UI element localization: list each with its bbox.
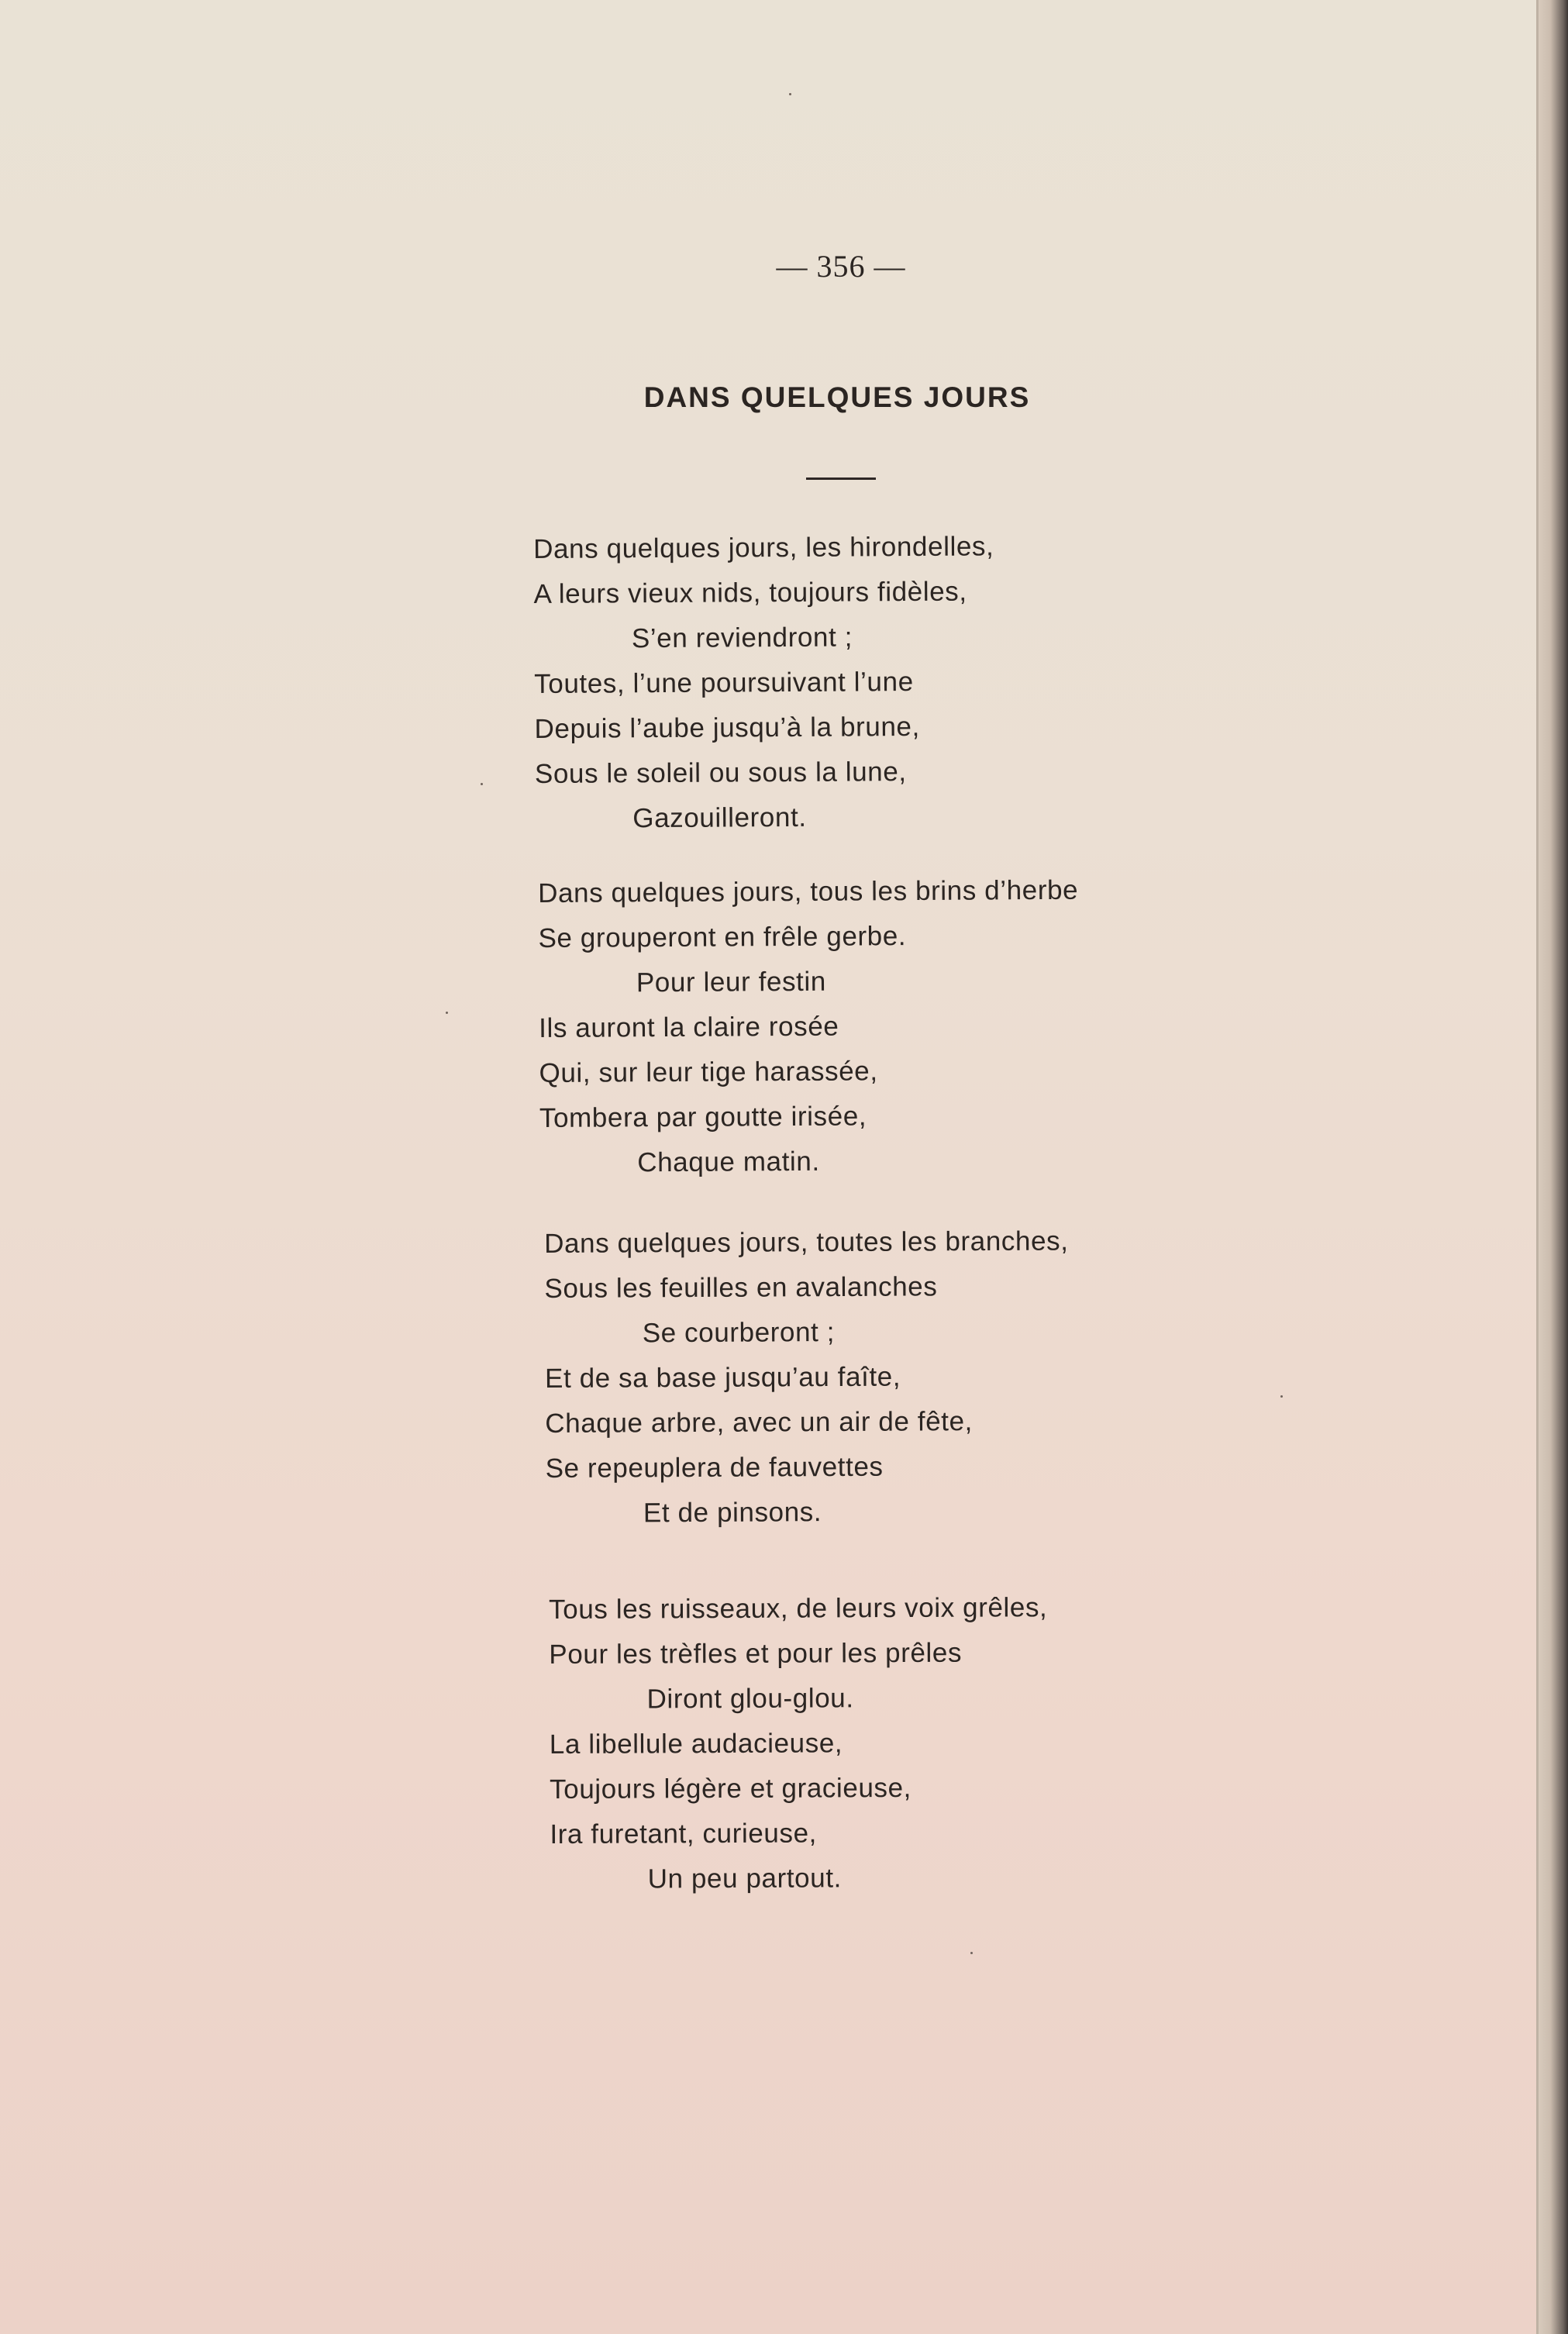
poem-line: Sous le soleil ou sous la lune, — [534, 757, 907, 789]
poem-line: Toujours légère et gracieuse, — [550, 1772, 912, 1805]
paper-speck — [970, 1952, 973, 1954]
poem-line-refrain: Gazouilleront. — [632, 802, 807, 834]
poem-line: Tous les ruisseaux, de leurs voix grêles, — [549, 1592, 1048, 1625]
title-rule — [806, 477, 876, 480]
book-spine — [1539, 0, 1568, 2334]
page-number: — 356 — — [776, 249, 906, 284]
poem-line-refrain: Diront glou-glou. — [646, 1683, 854, 1715]
poem-line: La libellule audacieuse, — [549, 1728, 843, 1760]
poem-line: Sous les feuilles en avalanches — [544, 1271, 938, 1304]
stanza — [538, 867, 1237, 1186]
stanza — [533, 523, 1232, 842]
poem-line: Et de sa base jusqu’au faîte, — [544, 1361, 901, 1394]
poem-line: Pour les trèfles et pour les prêles — [549, 1637, 963, 1670]
poem-line-refrain: Et de pinsons. — [643, 1497, 822, 1529]
poem-line-refrain: Se courberont ; — [642, 1317, 836, 1349]
poem-line: Qui, sur leur tige harassée, — [539, 1056, 878, 1088]
poem-line: Toutes, l’une poursuivant l’une — [534, 667, 914, 699]
poem-line: Dans quelques jours, toutes les branches, — [544, 1226, 1069, 1259]
poem-line: Chaque arbre, avec un air de fête, — [545, 1406, 974, 1439]
poem-line: Tombera par goutte irisée, — [539, 1101, 867, 1133]
poem-line: A leurs vieux nids, toujours fidèles, — [533, 576, 967, 609]
poem-line-refrain: Pour leur festin — [636, 966, 826, 998]
stanza — [544, 1218, 1243, 1536]
paper-speck — [446, 1012, 448, 1014]
poem-line: Dans quelques jours, tous les brins d’herbe — [538, 874, 1079, 908]
poem-line-refrain: Chaque matin. — [637, 1146, 820, 1178]
poem-line: Ils auront la claire rosée — [539, 1011, 839, 1043]
stanza — [549, 1584, 1248, 1902]
poem-line: Se repeuplera de fauvettes — [545, 1451, 884, 1484]
poem-line: Se grouperont en frêle gerbe. — [538, 921, 907, 953]
poem-line: Ira furetant, curieuse, — [550, 1818, 818, 1850]
poem-line-refrain: Un peu partout. — [647, 1863, 843, 1894]
poem-line: Dans quelques jours, les hirondelles, — [533, 531, 994, 564]
paper-speck — [789, 93, 791, 95]
poem-line: Depuis l’aube jusqu’à la brune, — [534, 711, 920, 744]
paper-speck — [481, 783, 483, 785]
poem-line-refrain: S’en reviendront ; — [631, 622, 853, 654]
paper-speck — [1280, 1395, 1283, 1398]
poem-title: DANS QUELQUES JOURS — [643, 381, 1031, 413]
